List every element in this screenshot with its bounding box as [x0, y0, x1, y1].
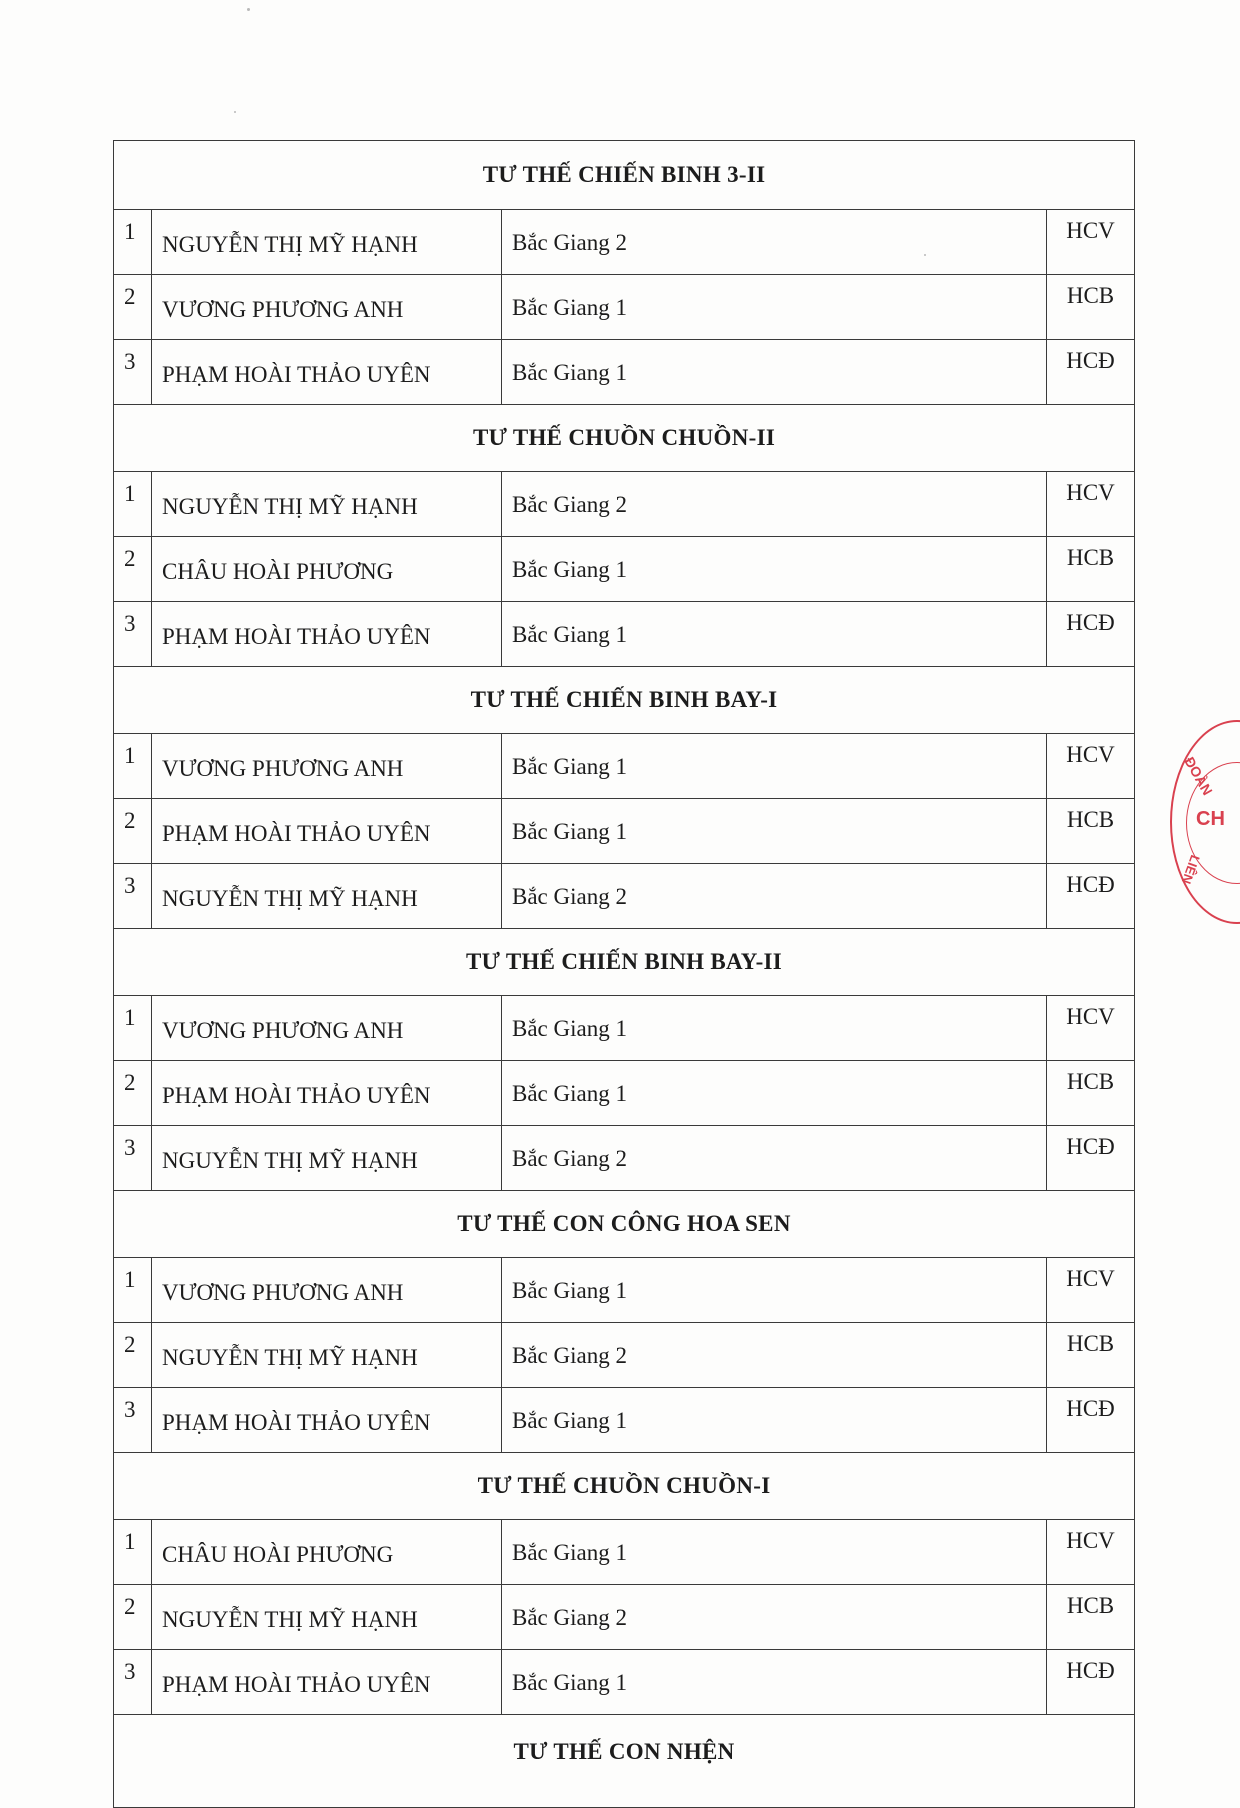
team-cell: Bắc Giang 1 [502, 602, 1047, 667]
stamp-text-mid: CH [1196, 808, 1225, 830]
medal-cell: HCĐ [1047, 864, 1135, 929]
medal-cell: HCV [1047, 210, 1135, 275]
table-row [114, 210, 1135, 275]
medal-cell: HCB [1047, 537, 1135, 602]
rank-cell: 3 [114, 1650, 152, 1715]
rank-cell: 2 [114, 1585, 152, 1650]
table-row [114, 1650, 1135, 1715]
rank-cell: 3 [114, 1388, 152, 1453]
rank-cell: 2 [114, 1323, 152, 1388]
medal-cell: HCV [1047, 1520, 1135, 1585]
rank-cell: 1 [114, 1258, 152, 1323]
stamp-text-bottom: LIÊN [1178, 853, 1203, 886]
team-cell: Bắc Giang 1 [502, 340, 1047, 405]
athlete-name-cell: NGUYỄN THỊ MỸ HẠNH [152, 210, 502, 275]
rank-cell: 1 [114, 996, 152, 1061]
athlete-name-cell: VƯƠNG PHƯƠNG ANH [152, 996, 502, 1061]
rank-cell: 2 [114, 799, 152, 864]
rank-cell: 2 [114, 275, 152, 340]
medal-cell: HCB [1047, 1323, 1135, 1388]
section-title: TƯ THẾ CON CÔNG HOA SEN [114, 1191, 1135, 1258]
athlete-name-cell: NGUYỄN THỊ MỸ HẠNH [152, 472, 502, 537]
medal-cell: HCĐ [1047, 340, 1135, 405]
section-header-row [114, 1191, 1135, 1258]
table-row [114, 537, 1135, 602]
table-row [114, 1126, 1135, 1191]
rank-cell: 1 [114, 1520, 152, 1585]
medal-cell: HCB [1047, 799, 1135, 864]
table-row [114, 340, 1135, 405]
table-row [114, 1061, 1135, 1126]
athlete-name-cell: CHÂU HOÀI PHƯƠNG [152, 1520, 502, 1585]
table-row [114, 734, 1135, 799]
athlete-name-cell: NGUYỄN THỊ MỸ HẠNH [152, 1126, 502, 1191]
rank-cell: 3 [114, 864, 152, 929]
table-row [114, 1585, 1135, 1650]
rank-cell: 3 [114, 602, 152, 667]
table-row [114, 996, 1135, 1061]
rank-cell: 1 [114, 210, 152, 275]
team-cell: Bắc Giang 2 [502, 472, 1047, 537]
table-row [114, 1258, 1135, 1323]
athlete-name-cell: CHÂU HOÀI PHƯƠNG [152, 537, 502, 602]
table-row [114, 1323, 1135, 1388]
rank-cell: 1 [114, 734, 152, 799]
team-cell: Bắc Giang 2 [502, 1323, 1047, 1388]
rank-cell: 3 [114, 1126, 152, 1191]
team-cell: Bắc Giang 2 [502, 1585, 1047, 1650]
team-cell: Bắc Giang 2 [502, 1126, 1047, 1191]
team-cell: Bắc Giang 1 [502, 275, 1047, 340]
table-row [114, 275, 1135, 340]
results-table-body [114, 141, 1135, 1808]
team-cell: Bắc Giang 1 [502, 734, 1047, 799]
athlete-name-cell: NGUYỄN THỊ MỸ HẠNH [152, 1323, 502, 1388]
section-title: TƯ THẾ CHIẾN BINH BAY-I [114, 667, 1135, 734]
team-cell: Bắc Giang 1 [502, 996, 1047, 1061]
table-row [114, 1520, 1135, 1585]
athlete-name-cell: PHẠM HOÀI THẢO UYÊN [152, 602, 502, 667]
medal-cell: HCV [1047, 472, 1135, 537]
section-title: TƯ THẾ CHIẾN BINH 3-II [114, 141, 1135, 210]
section-title: TƯ THẾ CHIẾN BINH BAY-II [114, 929, 1135, 996]
table-row [114, 1388, 1135, 1453]
table-row [114, 799, 1135, 864]
section-header-row [114, 141, 1135, 210]
medal-cell: HCĐ [1047, 1388, 1135, 1453]
team-cell: Bắc Giang 2 [502, 210, 1047, 275]
team-cell: Bắc Giang 1 [502, 799, 1047, 864]
athlete-name-cell: NGUYỄN THỊ MỸ HẠNH [152, 864, 502, 929]
medal-cell: HCV [1047, 1258, 1135, 1323]
section-title: TƯ THẾ CHUỒN CHUỒN-I [114, 1453, 1135, 1520]
rank-cell: 3 [114, 340, 152, 405]
medal-cell: HCĐ [1047, 1650, 1135, 1715]
athlete-name-cell: PHẠM HOÀI THẢO UYÊN [152, 1650, 502, 1715]
team-cell: Bắc Giang 1 [502, 1061, 1047, 1126]
red-seal-stamp [1170, 720, 1240, 924]
team-cell: Bắc Giang 1 [502, 1520, 1047, 1585]
athlete-name-cell: VƯƠNG PHƯƠNG ANH [152, 275, 502, 340]
athlete-name-cell: VƯƠNG PHƯƠNG ANH [152, 1258, 502, 1323]
team-cell: Bắc Giang 1 [502, 1650, 1047, 1715]
athlete-name-cell: PHẠM HOÀI THẢO UYÊN [152, 340, 502, 405]
athlete-name-cell: NGUYỄN THỊ MỸ HẠNH [152, 1585, 502, 1650]
table-row [114, 472, 1135, 537]
section-header-row [114, 667, 1135, 734]
section-header-row [114, 1453, 1135, 1520]
medal-cell: HCV [1047, 734, 1135, 799]
athlete-name-cell: PHẠM HOÀI THẢO UYÊN [152, 1061, 502, 1126]
team-cell: Bắc Giang 1 [502, 537, 1047, 602]
medal-cell: HCB [1047, 275, 1135, 340]
medal-cell: HCĐ [1047, 1126, 1135, 1191]
section-header-row [114, 929, 1135, 996]
table-row [114, 864, 1135, 929]
athlete-name-cell: PHẠM HOÀI THẢO UYÊN [152, 799, 502, 864]
stamp-text-top: ĐOÀN [1181, 754, 1216, 798]
team-cell: Bắc Giang 1 [502, 1258, 1047, 1323]
rank-cell: 1 [114, 472, 152, 537]
team-cell: Bắc Giang 1 [502, 1388, 1047, 1453]
medal-cell: HCB [1047, 1585, 1135, 1650]
section-header-row [114, 1715, 1135, 1808]
medal-cell: HCV [1047, 996, 1135, 1061]
section-header-row [114, 405, 1135, 472]
medal-cell: HCB [1047, 1061, 1135, 1126]
rank-cell: 2 [114, 537, 152, 602]
results-table [113, 140, 1135, 1808]
scan-speck [247, 8, 250, 11]
rank-cell: 2 [114, 1061, 152, 1126]
athlete-name-cell: PHẠM HOÀI THẢO UYÊN [152, 1388, 502, 1453]
section-title: TƯ THẾ CON NHỆN [114, 1715, 1135, 1808]
section-title: TƯ THẾ CHUỒN CHUỒN-II [114, 405, 1135, 472]
medal-cell: HCĐ [1047, 602, 1135, 667]
team-cell: Bắc Giang 2 [502, 864, 1047, 929]
scan-speck [924, 254, 926, 256]
athlete-name-cell: VƯƠNG PHƯƠNG ANH [152, 734, 502, 799]
table-row [114, 602, 1135, 667]
scan-speck [234, 111, 236, 113]
